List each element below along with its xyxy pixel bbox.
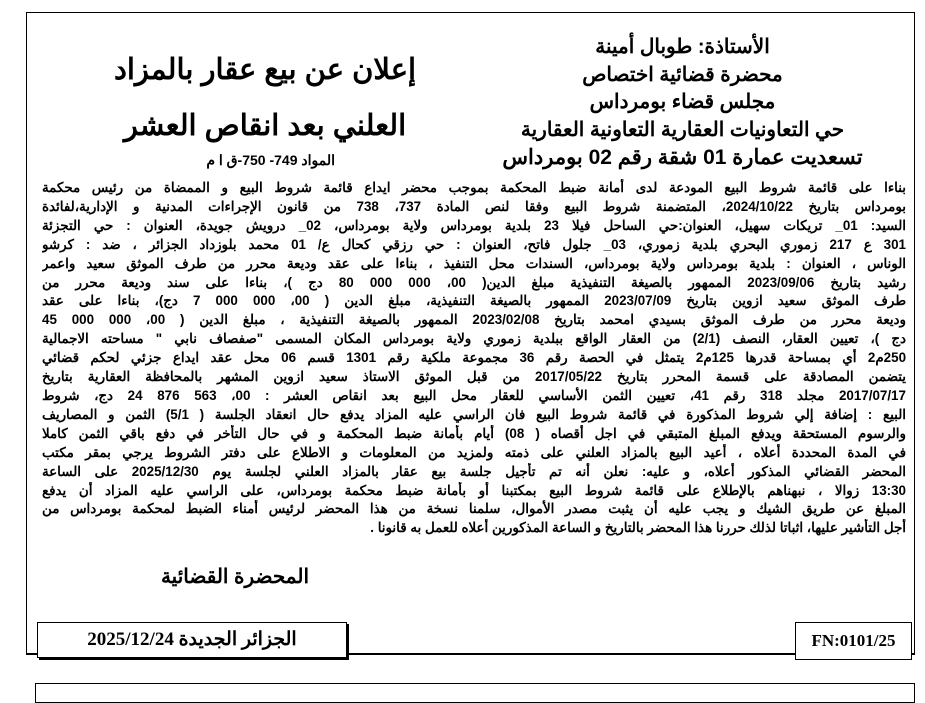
- body-line: أجل التأشير عليها، اثباتا لذلك حررنا هذا المحضر بالتاريخ و الساعة المذكورين أعلاه للعمل به قانونا .: [370, 520, 906, 536]
- body-line: 13:30 زوالا ، نبهناهم بالإطلاع على قائمة شروط البيع بمكتبنا أو بأمانة ضبط محكمة بومرداس، على الراسي عليه المزاد أن يدفع: [42, 482, 906, 498]
- bailiff-address-1: حي التعاونيات العقارية التعاونية العقارية: [520, 118, 845, 141]
- bailiff-header: [455, 34, 910, 172]
- notice-body: [42, 179, 906, 538]
- bailiff-title: محضرة قضائية اختصاص: [582, 63, 783, 86]
- next-notice-frame: [35, 683, 915, 703]
- body-line: يتضمن المصادقة على قسمة المحرر بتاريخ 2017/05/22 من قبل الموثق الاستاذ سعيد ازوين المشهر بالمحافظة العقارية بتاريخ: [42, 369, 906, 385]
- body-line: بناءا على قائمة شروط البيع المودعة لدى أمانة ضبط المحكمة بموجب محضر ايداع قائمة شروط البيع و الممضاة من رئيس محكمة: [42, 180, 906, 195]
- body-line: طرف الموثق سعيد ازوين بتاريخ 2023/07/09 الممهور بالصيغة التنفيذية، مبلغ الدين ( 00، 000 000 7 دج)، بناءا على عقد: [42, 293, 906, 309]
- bailiff-address-2: تسعديت عمارة 01 شقة رقم 02 بومرداس: [502, 146, 863, 169]
- signature: المحضرة القضائية: [160, 566, 310, 588]
- notice-title-line-2: العلني بعد انقاص العشر: [123, 110, 407, 142]
- body-line: والرسوم المستحقة ويدفع المبلغ المتبقي في اجل أقصاه ( 08) أيام بأمانة ضبط المحكمة و في حال التأخر في دفع باقي الثمن كاملا: [42, 425, 906, 441]
- publication-box: الجزائر الجديدة 2025/12/24: [37, 622, 347, 658]
- bailiff-name: الأستاذة: طوبال أمينة: [595, 36, 770, 58]
- notice-title-line-1: إعلان عن بيع عقار بالمزاد: [113, 54, 417, 86]
- body-line: البيع : إضافة إلي شروط المذكورة في قائمة شروط البيع فان الراسي عليه المزاد يدفع حال انعقاد الجلسة ( 5/1) الثمن و المصاريف: [42, 406, 906, 422]
- body-line: في المدة المحددة أعلاه ، أعيد البيع بالمزاد العلني على ذمته ولمزيد من المعلومات و الاطلاع على دفتر الشروط يرجي بمقر مكتب: [42, 444, 906, 460]
- body-line: 250م2 أي بمساحة قدرها 125م2 يتمثل في الحصة رقم 36 مجموعة ملكية رقم 1301 قسم 06 محل عقد ايداع جزئي لحكم قضائي: [42, 350, 906, 366]
- body-line: الوناس ، العنوان : بلدية بومرداس ولاية بومرداس، السندات محل التنفيذ ، بناءا على عقد وديعة محرر من طرف الموثق سعيد واعمر: [42, 255, 906, 271]
- body-line: دج )، تعيين العقار، النصف (2/1) من العقار الواقع ببلدية زموري ولاية بومرداس المكان المسمى "صفصاف نابي " مساحته الاجمالية: [42, 331, 906, 347]
- body-line: وديعة محرر من طرف الموثق بسيدي امحمد بتاريخ 2023/02/08 الممهور بالصيغة التنفيذية ، مبلغ الدين ( 00، 000 000 45: [42, 312, 906, 328]
- body-line: المحضر القضائي المذكور أعلاه، و عليه: نعلن أنه تم تأجيل جلسة بيع عقار بالمزاد العلني لجلسة يوم 2025/12/30 على الساعة: [42, 463, 906, 479]
- body-line: 301 ع 217 زموري البحري بلدية زموري، 03_ جلول فاتح، العنوان : حي رزقي كحال ع/ 01 محمد بلوزداد الجزائر ، ضد : كرشو: [42, 236, 906, 252]
- body-line: رشيد بتاريخ 2023/09/06 الممهور بالصيغة التنفيذية مبلغ الدين( 00، 000 000 80 دج )، بناءا على سند وديعة محرر من: [42, 274, 906, 290]
- court-name: مجلس قضاء بومرداس: [589, 91, 776, 113]
- body-line: بومرداس بتاريخ 2024/10/22، المتضمنة شروط البيع وفقا لنص المادة 737، 738 من قانون الإجراءات المدنية و الإدارية،لفائدة: [42, 198, 906, 214]
- body-line: 2017/07/17 مجلد 318 رقم 41، تعيين الثمن الأساسي للعقار محل البيع بعد انقاص العشر : 00، 563 876 24 دج، شروط: [42, 387, 906, 403]
- legal-articles: المواد 749- 750-ق ا م: [206, 152, 335, 168]
- body-line: المبلغ عن طريق الشيك و يجب عليه أن يثبت مصدر الأموال، سلمنا نسخة من هذا المحضر لرئيس أمناء الضبط لمحكمة بومرداس من: [42, 501, 906, 517]
- body-line: السيد: 01_ تريكات سهيل، العنوان:حي الساحل فيلا 23 بلدية بومرداس ولاية بومرداس، 02_ درويش جويدة، العنوان : حي التجزئة: [42, 217, 906, 233]
- reference-box: FN:0101/25: [795, 622, 912, 660]
